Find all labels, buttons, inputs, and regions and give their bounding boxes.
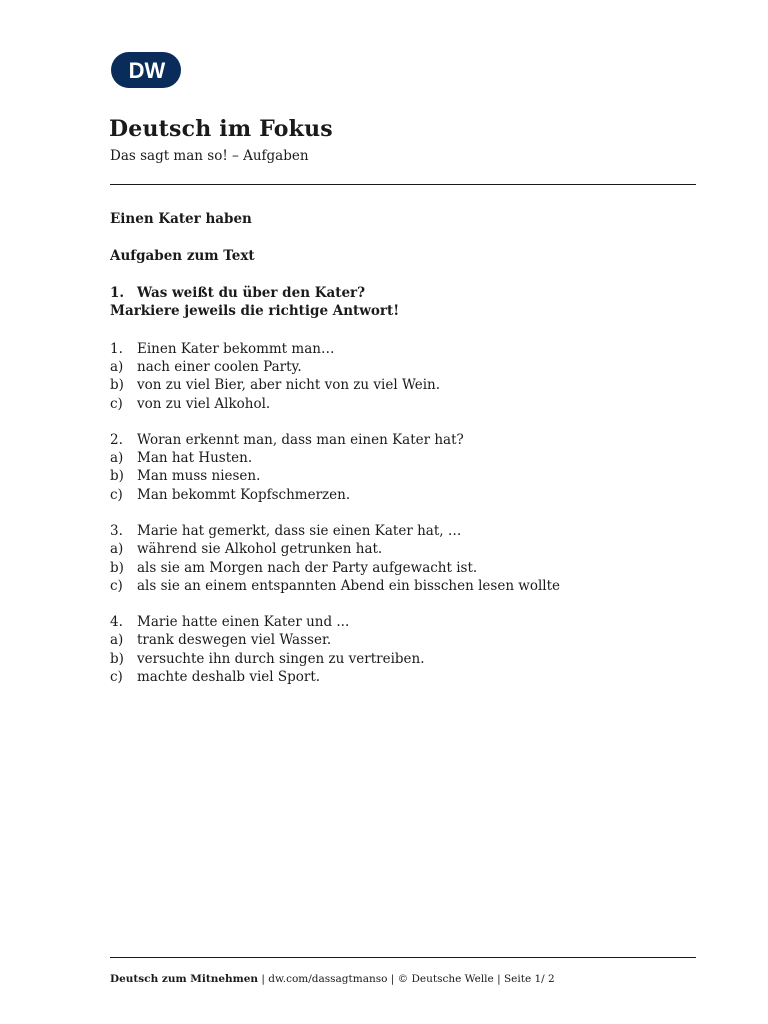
- option-label: a): [110, 359, 124, 375]
- option-text: als sie an einem entspannten Abend ein bisschen lesen wollte: [137, 578, 561, 594]
- task-instruction-2: Markiere jeweils die richtige Antwort!: [110, 303, 400, 319]
- footer-info: | dw.com/dassagtmanso | © Deutsche Welle | Seite 1/ 2: [258, 973, 555, 985]
- option-text: von zu viel Bier, aber nicht von zu viel Wein.: [137, 377, 441, 393]
- dw-logo: [111, 50, 183, 90]
- question-2: [110, 431, 464, 449]
- option-text: von zu viel Alkohol.: [137, 396, 271, 412]
- question-4: [110, 613, 349, 631]
- option-text: Man hat Husten.: [137, 450, 253, 466]
- option-2a[interactable]: [110, 449, 252, 467]
- option-label: c): [110, 396, 123, 412]
- question-number: 4.: [110, 614, 123, 630]
- option-4a[interactable]: [110, 631, 331, 649]
- option-3c[interactable]: [110, 577, 560, 595]
- header-divider: [110, 184, 696, 185]
- option-label: b): [110, 560, 124, 576]
- document-title: Deutsch im Fokus: [109, 116, 333, 142]
- option-label: b): [110, 377, 124, 393]
- option-label: c): [110, 669, 123, 685]
- question-number: 2.: [110, 432, 123, 448]
- document-subtitle: Das sagt man so! – Aufgaben: [110, 148, 309, 164]
- option-1b[interactable]: [110, 376, 440, 394]
- option-text: Man muss niesen.: [137, 468, 261, 484]
- option-label: c): [110, 578, 123, 594]
- option-4c[interactable]: [110, 668, 320, 686]
- option-label: b): [110, 651, 124, 667]
- option-label: a): [110, 541, 124, 557]
- option-text: machte deshalb viel Sport.: [137, 669, 321, 685]
- option-2b[interactable]: [110, 467, 260, 485]
- option-4b[interactable]: [110, 650, 425, 668]
- question-3: [110, 522, 461, 540]
- option-3a[interactable]: [110, 540, 382, 558]
- question-number: 1.: [110, 341, 123, 357]
- question-text: Einen Kater bekommt man…: [137, 341, 335, 357]
- question-text: Marie hatte einen Kater und ...: [137, 614, 350, 630]
- topic-heading: Einen Kater haben: [110, 211, 252, 227]
- task-number: 1.: [110, 285, 125, 301]
- section-heading: Aufgaben zum Text: [110, 248, 255, 264]
- option-text: trank deswegen viel Wasser.: [137, 632, 332, 648]
- option-text: als sie am Morgen nach der Party aufgewacht ist.: [137, 560, 478, 576]
- question-number: 3.: [110, 523, 123, 539]
- footer-brand: Deutsch zum Mitnehmen: [110, 973, 259, 985]
- question-text: Woran erkennt man, dass man einen Kater hat?: [137, 432, 464, 448]
- task-instruction-1: Was weißt du über den Kater?: [137, 285, 366, 301]
- question-1: [110, 340, 334, 358]
- option-label: a): [110, 632, 124, 648]
- option-1a[interactable]: [110, 358, 302, 376]
- option-1c[interactable]: [110, 395, 270, 413]
- option-label: c): [110, 487, 123, 503]
- option-label: a): [110, 450, 124, 466]
- option-text: nach einer coolen Party.: [137, 359, 302, 375]
- option-2c[interactable]: [110, 486, 350, 504]
- option-3b[interactable]: [110, 559, 477, 577]
- option-text: versuchte ihn durch singen zu vertreiben.: [137, 651, 425, 667]
- page-footer: [110, 973, 555, 985]
- question-text: Marie hat gemerkt, dass sie einen Kater hat, …: [137, 523, 462, 539]
- svg-text:DW: DW: [128, 58, 166, 83]
- option-text: Man bekommt Kopfschmerzen.: [137, 487, 351, 503]
- option-label: b): [110, 468, 124, 484]
- option-text: während sie Alkohol getrunken hat.: [137, 541, 383, 557]
- footer-divider: [110, 957, 696, 958]
